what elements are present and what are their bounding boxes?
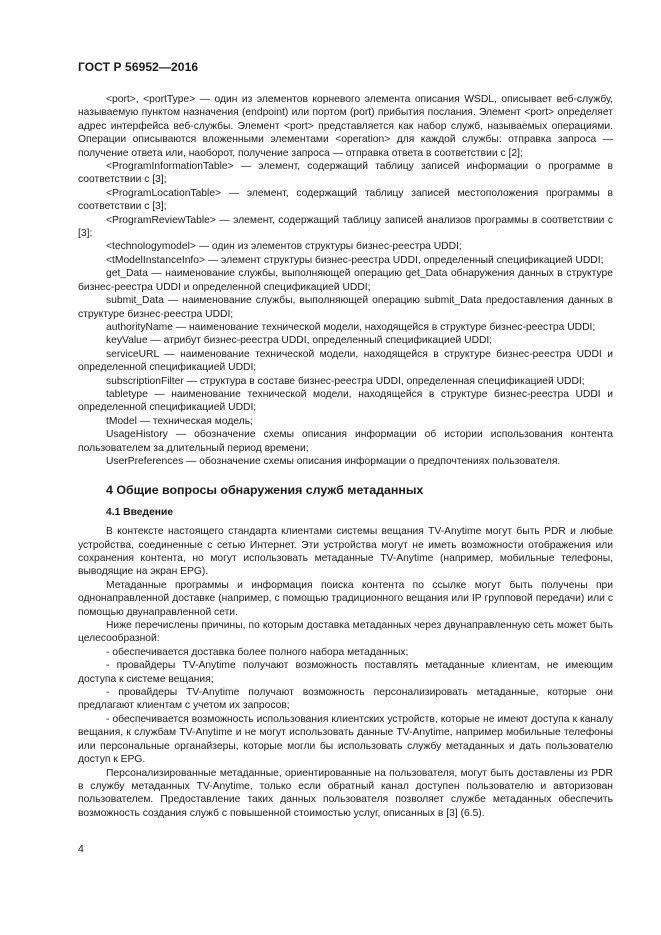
section-title: 4 Общие вопросы обнаружения служб метаданных: [106, 483, 424, 498]
definition-port: <port>, <portType> — один из элементов корневого элемента описания WSDL, описывает веб-службу, называемую пунктом назначения (endpoint) или портом (port) прибытия послания. Элемент <port> определяет адрес интерфейса веб-службы. Элемент <port> представляется как набор служб, называемых операциями. Операции описываются вложенными элементами <operation> для каждой службы: отправка запроса — получение ответа или, наоборот, получение запроса — отправка ответа в соответствии с [2];: [78, 94, 613, 159]
definition-program-information-table: <ProgramInformationTable> — элемент, содержащий таблицу записей информации о программе в соответствии с [3];: [78, 161, 613, 186]
document-header: ГОСТ Р 56952—2016: [78, 60, 199, 74]
definition-program-review-table: <ProgramReviewTable> — элемент, содержащий таблицу записей анализов программы в соответствии с [3];: [78, 214, 613, 240]
definition-usage-history: UsageHistory — обозначение схемы описания информации об истории использования контента пользователем за длительный период времени;: [78, 429, 613, 454]
paragraph: В контексте настоящего стандарта клиентами системы вещания TV-Anytime могут быть PDR и любые устройства, соединенные с сетью Интернет. Эти устройства могут не иметь возможности отображения или сохранения контента, но могут использовать метаданные TV-Anytime (например, мобильные телефоны, выводящие на экран EPG).: [78, 526, 613, 578]
subsection-title: 4.1 Введение: [106, 506, 174, 518]
definition-tmodel: tModel — техническая модель;: [106, 415, 253, 427]
page-number: 4: [78, 843, 84, 855]
list-item: - обеспечивается доставка более полного набора метаданных;: [106, 646, 409, 658]
page-content: [78, 93, 613, 820]
definition-technologymodel: <technologymodel> — один из элементов структуры бизнес-реестра UDDI;: [106, 241, 462, 253]
paragraph: Ниже перечислены причины, по которым доставка метаданных через двунаправленную сеть может быть целесообразной:: [78, 620, 613, 645]
definition-authority-name: authorityName — наименование технической модели, находящейся в структуре бизнес-реестра UDDI;: [106, 321, 596, 333]
definition-user-preferences: UserPreferences — обозначение схемы описания информации о предпочтениях пользователя.: [106, 455, 561, 467]
definition-service-url: serviceURL — наименование технической модели, находящейся в структуре бизнес-реестра UDDI и определенной спецификацией UDDI;: [78, 348, 613, 374]
definition-submit-data: submit_Data — наименование службы, выполняющей операцию submit_Data предоставления данных в структуре бизнес-реестра UDDI;: [78, 295, 613, 320]
definition-tmodel-instance-info: <tModelInstanceInfo> — элемент структуры бизнес-реестра UDDI, определенный спецификацией UDDI;: [106, 254, 604, 266]
definition-get-data: get_Data — наименование службы, выполняющей операцию get_Data обнаружения данных в структуре бизнес-реестра UDDI и определенной спецификацией UDDI;: [78, 268, 613, 293]
definition-program-location-table: <ProgramLocationTable> — элемент, содержащий таблицу записей местоположения программы в соответствии с [3];: [78, 187, 613, 213]
definition-subscription-filter: subscriptionFilter — структура в составе бизнес-реестра UDDI, определенная спецификацией UDDI;: [106, 375, 585, 387]
list-item: - обеспечивается возможность использования клиентских устройств, которые не имеют доступа к каналу вещания, к службам TV-Anytime и не могут использовать данные TV-Anytime, например мобильные телефоны или персональные органайзеры, которые могли бы использовать службу метаданных и дать пользователю доступ к EPG.: [78, 713, 613, 766]
paragraph: Персонализированные метаданные, ориентированные на пользователя, могут быть доставлены из PDR в службу метаданных TV-Anytime, только если обратный канал доступен пользователю и авторизован пользователем. Предоставление таких данных пользователя позволяет службе метаданных обеспечить возможность создания служб с повышенной стоимостью услуг, описанных в [3] (6.5).: [78, 767, 613, 819]
definition-key-value: keyValue — атрибут бизнес-реестра UDDI, определенный спецификацией UDDI;: [106, 335, 493, 347]
definition-tabletype: tabletype — наименование технической модели, находящейся в структуре бизнес-реестра UDDI и определенной спецификацией UDDI;: [78, 388, 613, 414]
paragraph: Метаданные программы и информация поиска контента по ссылке могут быть получены при однонаправленной доставке (например, с помощью традиционного вещания или IP групповой передачи) или с помощью двунаправленной сети.: [78, 579, 613, 618]
list-item: - провайдеры TV-Anytime получают возможность поставлять метаданные клиентам, не имеющим доступа к системе вещания;: [78, 660, 613, 685]
list-item: - провайдеры TV-Anytime получают возможность персонализировать метаданные, которые они предлагают клиентам с учетом их запросов;: [78, 687, 613, 712]
